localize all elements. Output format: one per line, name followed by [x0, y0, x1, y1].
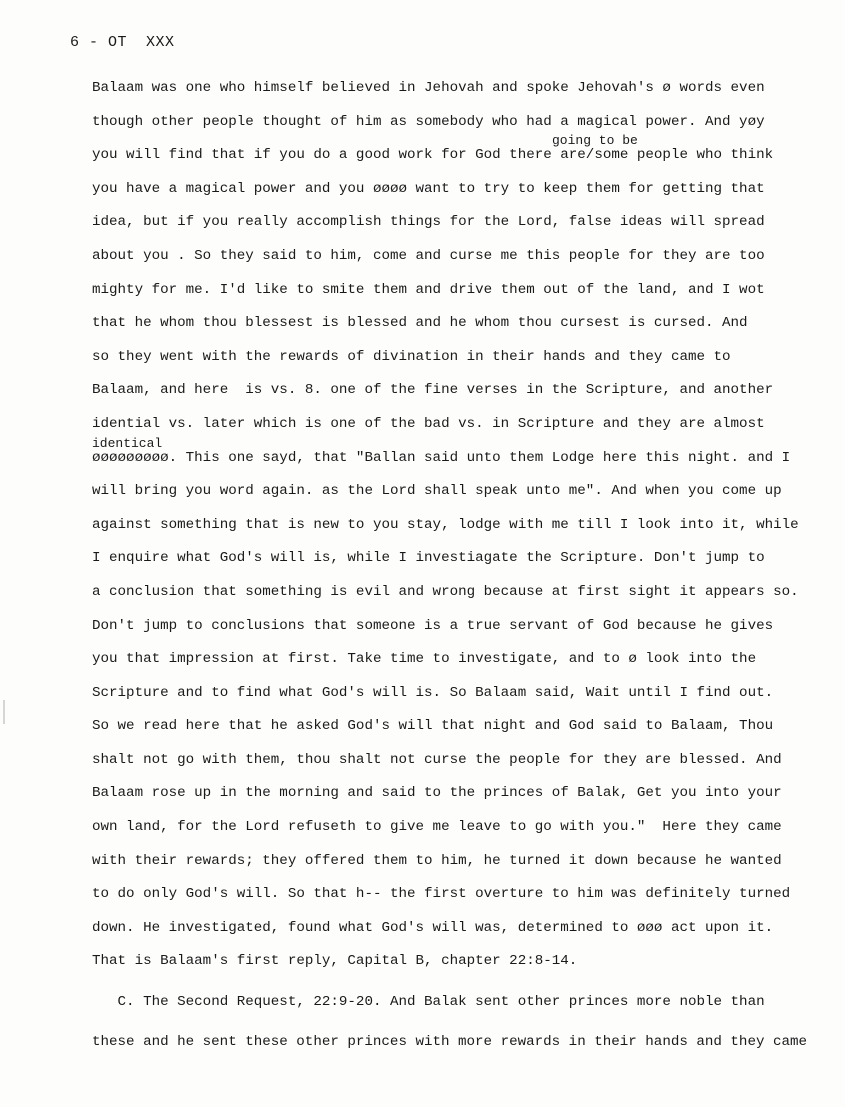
text-line: I enquire what God's will is, while I investiagate the Scripture. Don't jump to — [92, 550, 765, 567]
page-header: 6 - OT XXX — [70, 34, 175, 51]
text-line: you that impression at first. Take time to investigate, and to ø look into the — [92, 651, 757, 668]
text-line: to do only God's will. So that h-- the first overture to him was definitely turned — [92, 886, 791, 903]
text-line: with their rewards; they offered them to him, he turned it down because he wanted — [92, 852, 782, 869]
left-margin-mark — [3, 700, 5, 724]
text-line: own land, for the Lord refuseth to give me leave to go with you." Here they came — [92, 819, 782, 836]
text-line: idential vs. later which is one of the bad vs. in Scripture and they are almost — [92, 415, 765, 432]
text-line: mighty for me. I'd like to smite them and drive them out of the land, and I wot — [92, 281, 765, 298]
text-line: a conclusion that something is evil and wrong because at first sight it appears so. — [92, 583, 799, 600]
text-line: so they went with the rewards of divination in their hands and they came to — [92, 348, 731, 365]
text-line: you will find that if you do a good work for God there are/some people who think — [92, 147, 774, 164]
text-line: Balaam rose up in the morning and said to the princes of Balak, Get you into your — [92, 785, 782, 802]
text-line: though other people thought of him as somebody who had a magical power. And yøy — [92, 113, 765, 130]
text-line: will bring you word again. as the Lord shall speak unto me". And when you come up — [92, 483, 782, 500]
text-line: that he whom thou blessest is blessed and he whom thou cursest is cursed. And — [92, 315, 748, 332]
text-line: That is Balaam's first reply, Capital B, chapter 22:8-14. — [92, 953, 578, 970]
text-line: against something that is new to you stay, lodge with me till I look into it, while — [92, 516, 799, 533]
interlinear-identical: identical — [92, 436, 163, 451]
text-line-section-c: C. The Second Request, 22:9-20. And Balak sent other princes more noble than — [92, 994, 765, 1011]
text-line: down. He investigated, found what God's will was, determined to øøø act upon it. — [92, 919, 774, 936]
text-line: Balaam, and here is vs. 8. one of the fine verses in the Scripture, and another — [92, 382, 774, 399]
text-line: Scripture and to find what God's will is. So Balaam said, Wait until I find out. — [92, 684, 774, 701]
text-line: you have a magical power and you øøøø want to try to keep them for getting that — [92, 180, 765, 197]
body-text — [92, 78, 807, 1066]
text-line: Don't jump to conclusions that someone is a true servant of God because he gives — [92, 617, 774, 634]
text-line: idea, but if you really accomplish things for the Lord, false ideas will spread — [92, 214, 765, 231]
interlinear-going-to-be: going to be — [552, 133, 638, 148]
text-line: Balaam was one who himself believed in Jehovah and spoke Jehovah's ø words even — [92, 80, 765, 96]
text-line: about you . So they said to him, come and curse me this people for they are too — [92, 247, 765, 264]
text-line: shalt not go with them, thou shalt not curse the people for they are blessed. And — [92, 751, 782, 768]
text-line: So we read here that he asked God's will that night and God said to Balaam, Thou — [92, 718, 774, 735]
text-line: øøøøøøøøø. This one sayd, that "Ballan said unto them Lodge here this night. and I — [92, 449, 791, 466]
text-line: these and he sent these other princes with more rewards in their hands and they came — [92, 1034, 808, 1051]
